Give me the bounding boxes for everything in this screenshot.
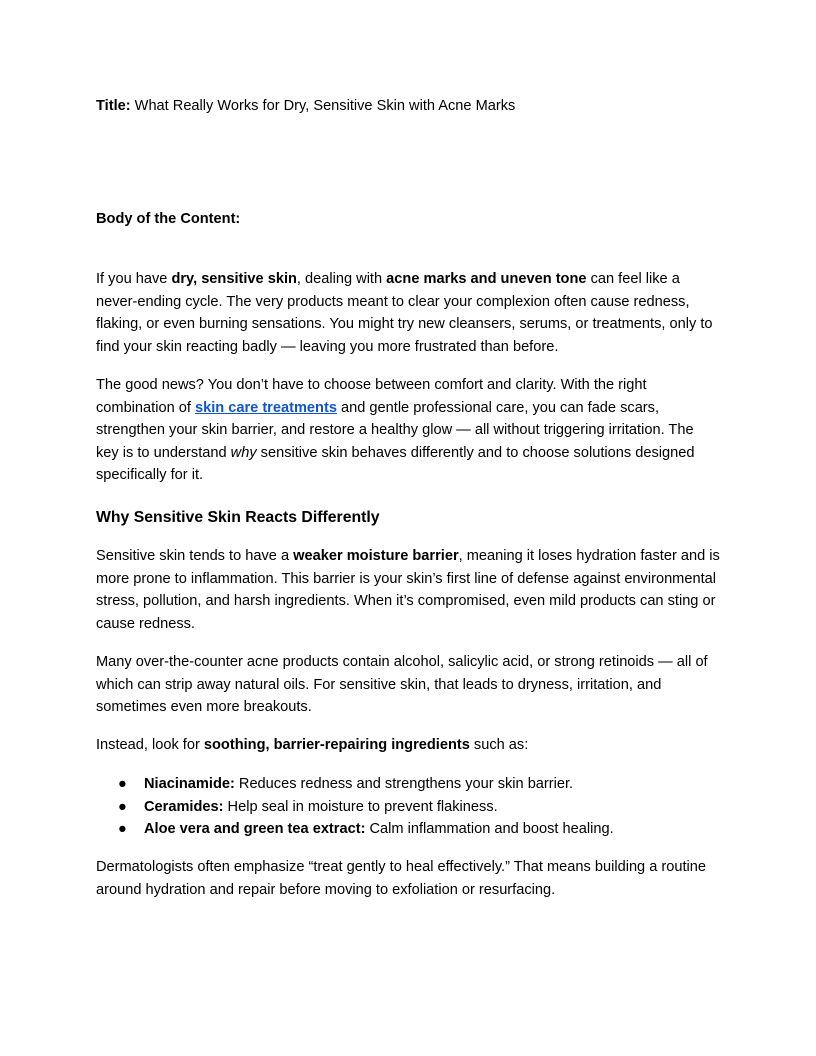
- bullet-icon: ●: [118, 821, 127, 838]
- bullet-icon: ●: [118, 776, 127, 792]
- intro-paragraph-1: If you have dry, sensitive skin, dealing with acne marks and uneven tone can feel like a never-ending cycle. The very products meant to clear your complexion often cause redness, flaking, or even burning sensations. You might try new cleansers, serums, or treatments, only to find your skin reacting badly — leaving you more frustrated than before.: [96, 271, 713, 355]
- list-item: ● Aloe vera and green tea extract: Calm inflammation and boost healing.: [96, 818, 720, 841]
- document-title: What Really Works for Dry, Sensitive Skin with Acne Marks: [130, 98, 516, 114]
- section-heading: Why Sensitive Skin Reacts Differently: [96, 509, 380, 526]
- title-label: Title:: [96, 98, 131, 114]
- section-paragraph-3: Instead, look for soothing, barrier-repairing ingredients such as:: [96, 737, 529, 753]
- skin-care-treatments-link[interactable]: skin care treatments: [194, 399, 337, 416]
- ingredient-list: [96, 773, 720, 841]
- bullet-icon: ●: [118, 798, 127, 815]
- section-paragraph-2: Many over-the-counter acne products contain alcohol, salicylic acid, or strong retinoids — all of which can strip away natural oils. For sensitive skin, that leads to dryness, irritation, and sometimes even more breakouts.: [96, 654, 708, 716]
- list-item: ● Ceramides: Help seal in moisture to prevent flakiness.: [96, 796, 720, 819]
- title-line: [96, 95, 720, 118]
- section-paragraph-4: Dermatologists often emphasize “treat gently to heal effectively.” That means building a routine around hydration and repair before moving to exfoliation or resurfacing.: [96, 859, 707, 898]
- intro-paragraph-2: The good news? You don’t have to choose between comfort and clarity. With the right combination of skin care treatments and gentle professional care, you can fade scars, strengthen your skin barrier, and restore a healthy glow — all without triggering irritation. The key is to understand why sensitive skin behaves differently and to choose solutions designed specifically for it.: [96, 377, 695, 484]
- body-heading: Body of the Content:: [96, 211, 241, 227]
- section-paragraph-1: Sensitive skin tends to have a weaker moisture barrier, meaning it loses hydration faster and is more prone to inflammation. This barrier is your skin’s first line of defense against environmental stress, pollution, and harsh ingredients. When it’s compromised, even mild products can sting or cause redness.: [96, 548, 720, 632]
- list-item: ● Niacinamide: Reduces redness and strengthens your skin barrier.: [96, 773, 720, 796]
